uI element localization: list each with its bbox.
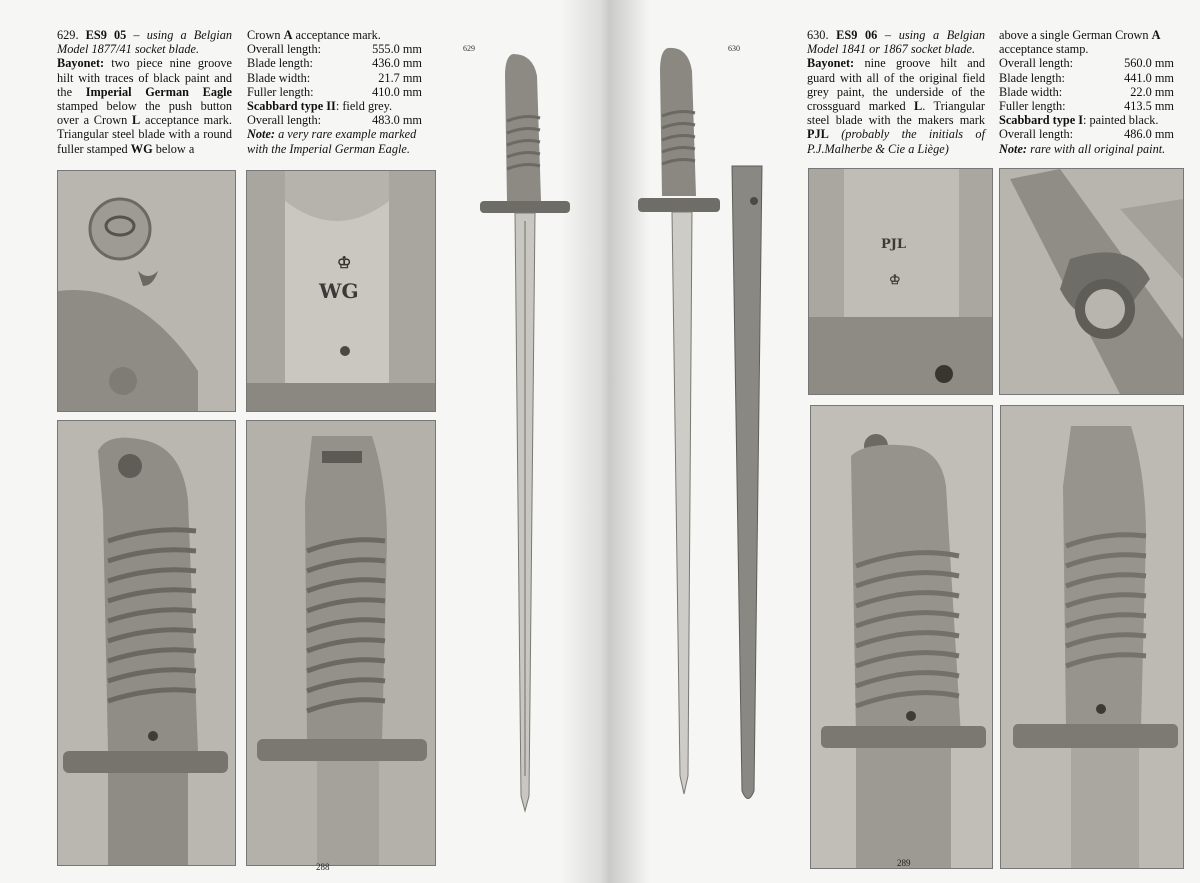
- spec-value: 436.0 mm: [372, 56, 422, 71]
- bayonet-illustration-icon: [445, 36, 570, 826]
- right-col2-continuation: [999, 28, 1174, 56]
- left-col2-text-2: acceptance mark.: [295, 28, 381, 42]
- right-col2-crown-letter: A: [1151, 28, 1161, 42]
- left-entry-dash: –: [126, 28, 147, 42]
- left-spec-row: [247, 71, 422, 85]
- grip-reverse-icon: [247, 421, 435, 865]
- right-crossguard-photo: [999, 168, 1184, 395]
- spec-value: 560.0 mm: [1124, 56, 1174, 71]
- right-entry-column-2: [999, 28, 1174, 156]
- left-entry-column-1: [57, 28, 232, 156]
- spec-value: 21.7 mm: [378, 70, 422, 85]
- left-scabbard-line: [247, 99, 422, 113]
- right-entry-number: 630.: [807, 28, 829, 42]
- spec-label: Overall length:: [999, 56, 1074, 71]
- spec-value: 413.5 mm: [1124, 99, 1174, 114]
- grip-reverse-icon: [1001, 406, 1183, 868]
- right-entry-column-1: [807, 28, 985, 156]
- left-scabbard-spec: [247, 113, 422, 127]
- right-col2-text-2: acceptance stamp.: [999, 42, 1089, 57]
- spec-label: Blade width:: [999, 84, 1063, 99]
- left-grip-photo-2: [246, 420, 436, 866]
- left-bayonet-text-4: below a: [155, 141, 195, 156]
- spec-value: 555.0 mm: [372, 42, 422, 57]
- left-spec-row: [247, 85, 422, 99]
- spec-label: Blade length:: [999, 70, 1065, 85]
- left-scabbard-text: : field grey.: [335, 99, 393, 114]
- spec-label: Fuller length:: [247, 84, 314, 99]
- right-bayonet-description: [807, 56, 985, 155]
- right-crossguard-letter: L: [914, 99, 923, 114]
- left-entry-number: 629.: [57, 28, 79, 42]
- right-pjl-stamp: PJL: [881, 237, 907, 252]
- spec-value: 486.0 mm: [1124, 127, 1174, 142]
- left-plate-number: 629: [463, 44, 475, 53]
- right-note-label: Note:: [999, 141, 1027, 156]
- right-scabbard-text: : painted black.: [1083, 113, 1159, 128]
- spec-label: Overall length:: [247, 113, 322, 128]
- right-col2-text-1: above a single German Crown: [999, 28, 1149, 42]
- right-page-number: 289: [897, 858, 911, 868]
- left-bayonet-label: Bayonet:: [57, 56, 105, 71]
- spec-value: 441.0 mm: [1124, 70, 1174, 85]
- left-bayonet-description: [57, 56, 232, 155]
- left-page-number: 288: [316, 862, 330, 872]
- right-bayonet-label: Bayonet:: [807, 56, 855, 71]
- left-grip-photo-1: [57, 420, 236, 866]
- right-note: [999, 142, 1174, 156]
- left-wg-stamp: WG: [319, 279, 359, 303]
- right-grip-photo-2: [1000, 405, 1184, 869]
- left-col2-continuation: [247, 28, 422, 42]
- right-bayonet-text-1: nine groove hilt and guard with all of the original field grey paint, the underside of the crossguard marked: [807, 56, 985, 114]
- right-maker-mark: PJL: [807, 127, 829, 142]
- pommel-detail-icon: [58, 171, 235, 411]
- grip-detail-icon: [58, 421, 235, 865]
- left-eagle-text: Imperial German Eagle: [85, 84, 233, 99]
- right-blade-marking-photo: [808, 168, 993, 395]
- left-note-text: a very rare example marked with the Imperial German Eagle.: [247, 127, 417, 156]
- spec-value: 22.0 mm: [1130, 84, 1174, 99]
- crossguard-detail-icon: [1000, 169, 1183, 394]
- right-spec-row: [999, 99, 1174, 113]
- right-grip-photo-1: [810, 405, 993, 869]
- left-entry-code: ES9 05: [85, 28, 127, 42]
- left-entry-column-2: [247, 28, 422, 156]
- left-entry-heading: [57, 28, 232, 56]
- right-scabbard-line: [999, 113, 1174, 127]
- spec-label: Fuller length:: [999, 99, 1066, 114]
- left-bayonet-text-2: stamped below the push button over a Crown: [57, 99, 232, 128]
- left-blade-marking-photo: [246, 170, 436, 412]
- left-bayonet-plate: [445, 36, 570, 826]
- left-pommel-marking-photo: [57, 170, 236, 412]
- left-note: [247, 127, 422, 155]
- right-spec-list: [999, 56, 1174, 113]
- grip-detail-icon: [811, 406, 992, 868]
- left-col2-crown-letter: A: [283, 28, 293, 42]
- spec-label: Overall length:: [247, 42, 322, 57]
- spec-label: Blade width:: [247, 70, 311, 85]
- left-spec-row: [247, 42, 422, 56]
- spec-value: 483.0 mm: [372, 113, 422, 128]
- right-entry-dash: –: [877, 28, 899, 42]
- right-entry-title: using a Belgian Model 1841 or 1867 socket blade.: [807, 28, 986, 57]
- right-plate-number: 630: [728, 44, 740, 53]
- spec-label: Blade length:: [247, 56, 313, 71]
- right-entry-heading: [807, 28, 985, 56]
- marking-detail-icon: [809, 169, 992, 394]
- right-bayonet-text-2: . Triangular steel blade with the makers mark: [807, 99, 986, 128]
- scabbard-illustration-icon: [630, 36, 790, 831]
- left-col2-text-1: Crown: [247, 28, 281, 42]
- right-bayonet-plate: [630, 36, 790, 831]
- right-scabbard-label: Scabbard type I: [999, 113, 1084, 128]
- left-wg-text: WG: [130, 141, 153, 156]
- right-maker-note: (probably the initials of P.J.Malherbe & Cie a Liège): [807, 127, 985, 156]
- left-spec-row: [247, 56, 422, 70]
- spec-value: 410.0 mm: [372, 84, 422, 99]
- left-note-label: Note:: [247, 127, 275, 142]
- crown-stamp-icon: ♔: [889, 273, 901, 288]
- right-spec-row: [999, 85, 1174, 99]
- left-bayonet-text-1: two piece nine groove hilt with traces of black paint and the: [57, 56, 232, 99]
- left-scabbard-label: Scabbard type II: [247, 99, 336, 114]
- left-entry-title: using a Belgian Model 1877/41 socket blade.: [57, 28, 233, 57]
- spec-label: Overall length:: [999, 127, 1074, 142]
- right-scabbard-spec: [999, 127, 1174, 141]
- left-spec-list: [247, 42, 422, 99]
- left-bayonet-text-3: acceptance mark. Triangular steel blade with a round fuller stamped: [57, 113, 232, 156]
- right-entry-code: ES9 06: [836, 28, 878, 42]
- right-note-text: rare with all original paint.: [1030, 141, 1166, 156]
- right-spec-row: [999, 56, 1174, 70]
- crown-stamp-icon: ♔: [337, 253, 352, 272]
- left-crown-letter: L: [132, 113, 141, 128]
- right-spec-row: [999, 71, 1174, 85]
